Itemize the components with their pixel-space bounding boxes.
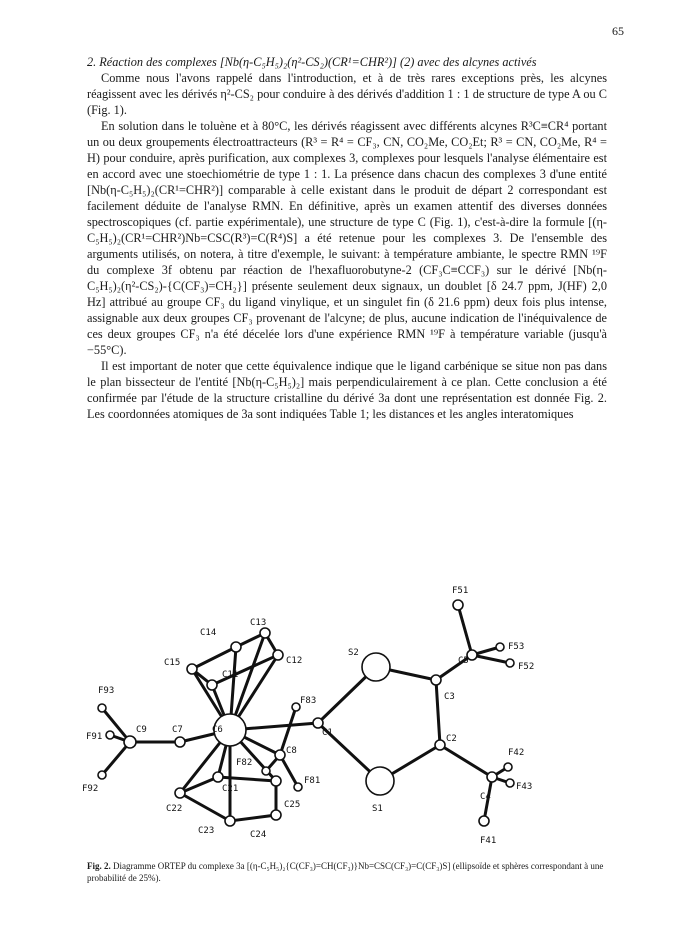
label-c9: C9	[136, 725, 147, 735]
body-text	[87, 54, 607, 422]
label-c11: C11	[222, 670, 239, 680]
label-c12: C12	[286, 656, 303, 666]
ortep-figure	[80, 585, 620, 855]
label-c21: C21	[222, 784, 239, 794]
ortep-diagram	[80, 585, 620, 855]
label-s2: S2	[348, 648, 359, 658]
atom-s1	[366, 767, 394, 795]
label-f93: F93	[98, 686, 115, 696]
label-c3: C3	[444, 692, 455, 702]
section-heading: 2. Réaction des complexes [Nb(η-C₅H₅)₂(η²-CS₂)(CR¹=CHR²)] (2) avec des alcynes activés	[87, 55, 537, 69]
figure-caption	[87, 860, 607, 884]
label-f52: F52	[518, 662, 535, 672]
label-c22: C22	[166, 804, 183, 814]
caption-prefix: Fig. 2.	[87, 861, 111, 871]
label-c24: C24	[250, 830, 267, 840]
caption-text: Diagramme ORTEP du complexe 3a [(η-C₅H₅)₂{C(CF₃)=CH(CF₃)}Nb=CSC(CF₃)=C(CF₃)S] (ellipsoïde et sphères correspondant à une probabilité de 25%).	[87, 861, 604, 883]
label-f51: F51	[452, 586, 469, 596]
page-number: 65	[612, 24, 624, 38]
paragraph-2: En solution dans le toluène et à 80°C, les dérivés réagissent avec différents alcynes R³C≡CR⁴ portant un ou deux groupements électroattracteurs (R³ = R⁴ = CF₃, CN, CO₂Me, CO₂Et; R³ = CN, CO₂Me, R⁴ = H) pour conduire, après purification, aux complexes 3, complexes pour lesquels l'analyse élémentaire est en accord avec une stoechiométrie de type 1 : 1. La présence dans chacun des complexes 3 d'une entité [Nb(η-C₅H₅)₂(CR¹=CHR²)] comparable à celle existant dans le produit de départ 2 correspondant est facilement déduite de l'analyse RMN. En définitive, après un examen attentif des diverses données spectroscopiques (cf. partie expérimentale), une structure de type C (Fig. 1), c'est-à-dire la formule [(η-C₅H₅)₂(CR¹=CHR²)Nb=CSC(R³)=C(R⁴)S] a été retenue pour les complexes 3. De l'ensemble des arguments utilisés, on notera, à titre d'exemple, le suivant: à température ambiante, le spectre RMN ¹⁹F du complexe 3f obtenu par réaction de l'hexafluorobutyne-2 (CF₃C≡CCF₃) sur le dérivé [Nb(η-C₅H₅)₂(η²-CS₂)-{C(CF₃)=CH₂}] présente seulement deux signaux, un doublet [δ 24.7 ppm, J(HF) 2,0 Hz] attribué au groupe CF₃ du ligand vinylique, et un singulet fin (δ 21.6 ppm) deux fois plus intense, assignable aux deux groupes CF₃ provenant de l'alcyne; de plus, aucune indication de l'inéquivalence de ces deux groupes CF₃ n'a été décelée lors d'une expérience RMN ¹⁹F à température variable (jusqu'à −55°C).	[87, 119, 607, 357]
label-c25: C25	[284, 800, 301, 810]
paragraph-1: Comme nous l'avons rappelé dans l'introduction, et à de très rares exceptions près, les alcynes réagissent avec les dérivés η²-CS₂ pour conduire à des dérivés d'addition 1 : 1 de structure de type A ou C (Fig. 1).	[87, 71, 607, 117]
label-c7: C7	[172, 725, 183, 735]
label-c15: C15	[164, 658, 181, 668]
atom-s2	[362, 653, 390, 681]
label-f53: F53	[508, 642, 525, 652]
label-c6: C6	[212, 725, 223, 735]
label-c2: C2	[446, 734, 457, 744]
label-c23: C23	[198, 826, 215, 836]
label-f42: F42	[508, 748, 525, 758]
label-c1: C1	[322, 728, 333, 738]
label-f81: F81	[304, 776, 321, 786]
label-f82: F82	[236, 758, 253, 768]
label-f83: F83	[300, 696, 317, 706]
label-f43: F43	[516, 782, 533, 792]
label-c13: C13	[250, 618, 267, 628]
paragraph-3: Il est important de noter que cette équivalence indique que le ligand carbénique se situe non pas dans le plan bissecteur de l'entité [Nb(η-C₅H₅)₂] mais perpendiculairement à ce plan. Cette conclusion a été confirmée par l'étude de la structure cristalline du dérivé 3a dont une représentation est donnée Fig. 2. Les coordonnées atomiques de 3a sont indiquées Table 1; les distances et les angles interatomiques	[87, 359, 607, 421]
label-c5: C5	[458, 656, 469, 666]
label-c14: C14	[200, 628, 217, 638]
label-s1: S1	[372, 804, 383, 814]
label-f41: F41	[480, 836, 497, 846]
label-c8: C8	[286, 746, 297, 756]
label-c4: C4	[480, 792, 491, 802]
label-f92: F92	[82, 784, 99, 794]
atom-labels	[82, 586, 534, 846]
label-f91: F91	[86, 732, 103, 742]
